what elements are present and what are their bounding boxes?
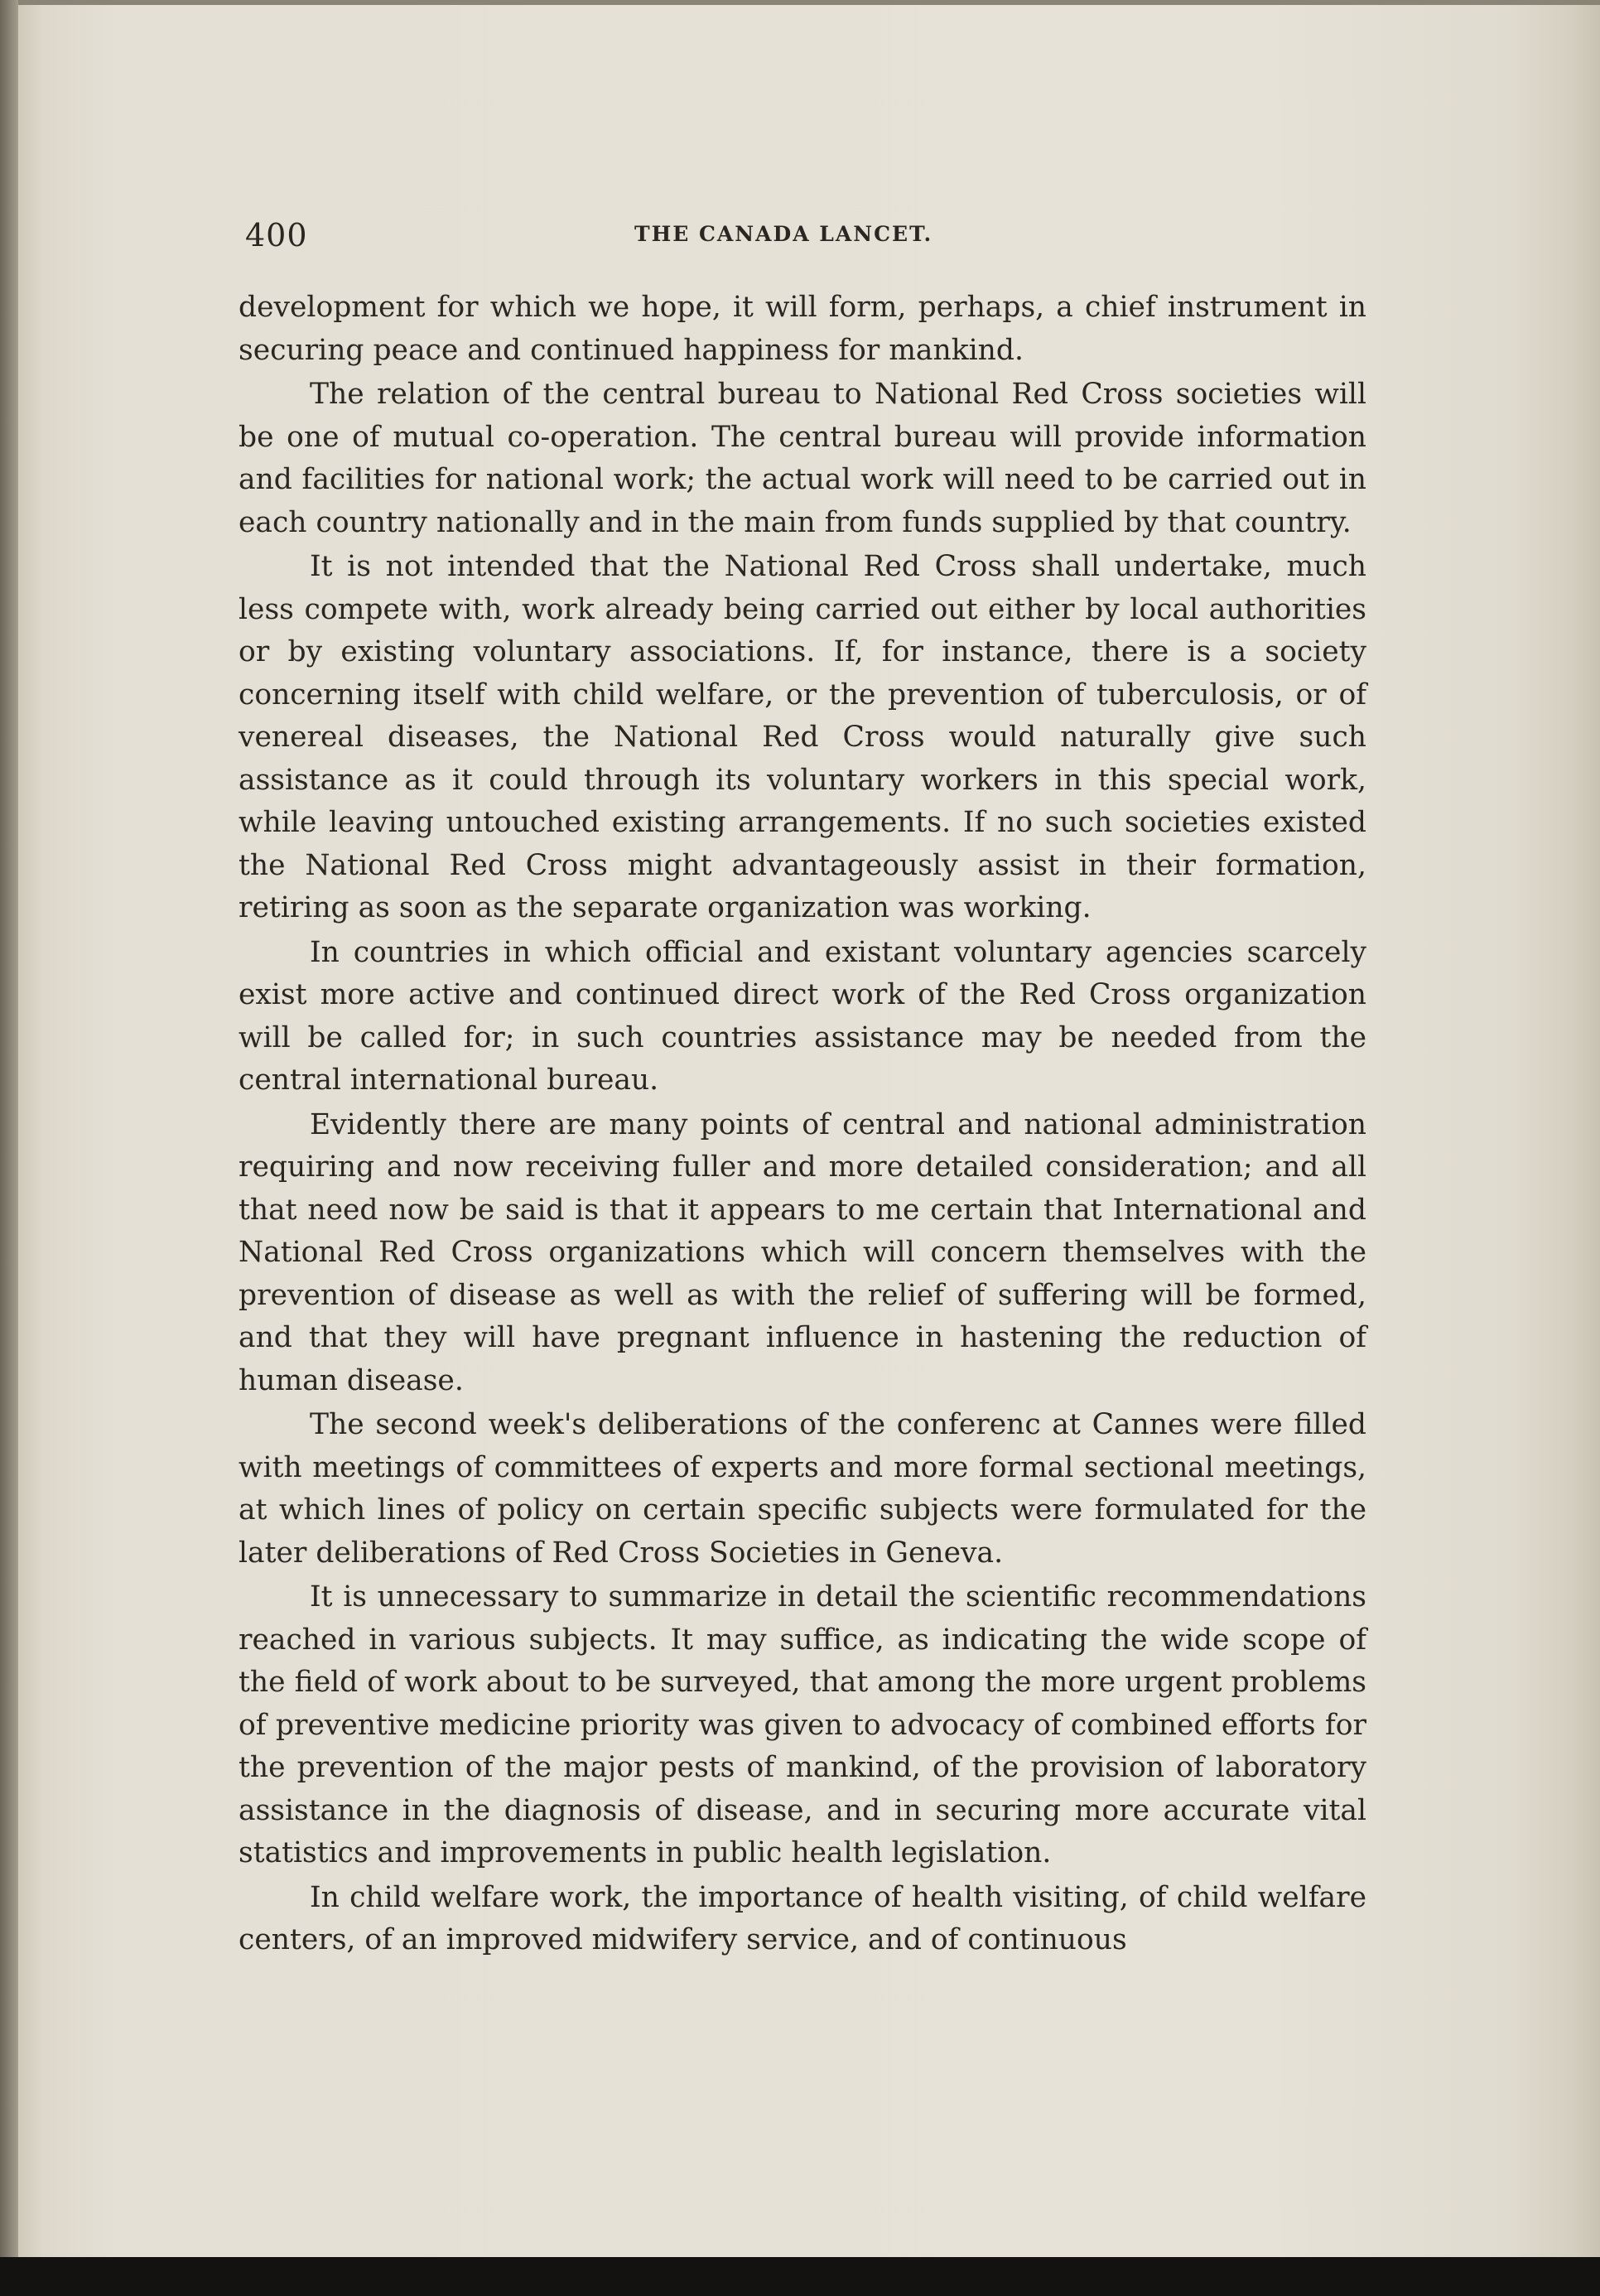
paragraph-2: The relation of the central bureau to National Red Cross societies will be one of mutual co-operation. The central bureau will provide information and facilities for national work; the actual work will need to be carried out in each country nationally and in the main from funds supplied by that country. [239,378,1366,539]
article-body [239,287,1366,1964]
paragraph-4: In countries in which official and existant voluntary agencies scarcely exist more active and continued direct work of the Red Cross organization will be called for; in such countries assistance may be needed from the central international bureau. [239,935,1366,1097]
running-head: THE CANADA LANCET. [634,222,933,246]
scan-bottom-edge [0,2257,1600,2296]
page-number: 400 [245,217,308,253]
paragraph-8: In child welfare work, the importance of health visiting, of child welfare centers, of an improved midwifery service, and of continuous [239,1880,1366,1956]
paragraph-5: Evidently there are many points of central and national administration requiring and now receiving fuller and more detailed consideration; and all that need now be said is that it appears to me certain that International and National Red Cross organizations which will concern themselves with the prevention of disease as well as with the relief of suffering will be formed, and that they will have pregnant influence in hastening the reduction of human disease. [239,1107,1366,1397]
paragraph-7: It is unnecessary to summarize in detail the scientific recommendations reached in various subjects. It may suffice, as indicating the wide scope of the field of work about to be surveyed, that among the more urgent problems of preventive medicine priority was given to advocacy of combined efforts for the prevention of the major pests of mankind, of the provision of laboratory assistance in the diagnosis of disease, and in securing more accurate vital statistics and improvements in public health legislation. [239,1580,1366,1869]
paragraph-6: The second week's deliberations of the conferenc at Cannes were filled with meetings of committees of experts and more formal sectional meetings, at which lines of policy on certain specific subjects were formulated for the later deliberations of Red Cross Societies in Geneva. [239,1408,1366,1570]
page-top-border [18,0,1600,5]
paragraph-3: It is not intended that the National Red Cross shall undertake, much less compete with, work already being carried out either by local authorities or by existing voluntary associations. If, for instance, there is a society concerning itself with child welfare, or the prevention of tuberculosis, or of venereal diseases, the National Red Cross would naturally give such assistance as it could through its voluntary workers in this special work, while leaving untouched existing arrangements. If no such societies existed the National Red Cross might advantageously assist in their formation, retiring as soon as the separate organization was working. [239,550,1366,924]
page-header [245,212,1365,262]
paragraph-1: development for which we hope, it will form, perhaps, a chief instrument in securing peace and continued happiness for mankind. [239,291,1366,367]
binding-shadow [0,0,18,2296]
